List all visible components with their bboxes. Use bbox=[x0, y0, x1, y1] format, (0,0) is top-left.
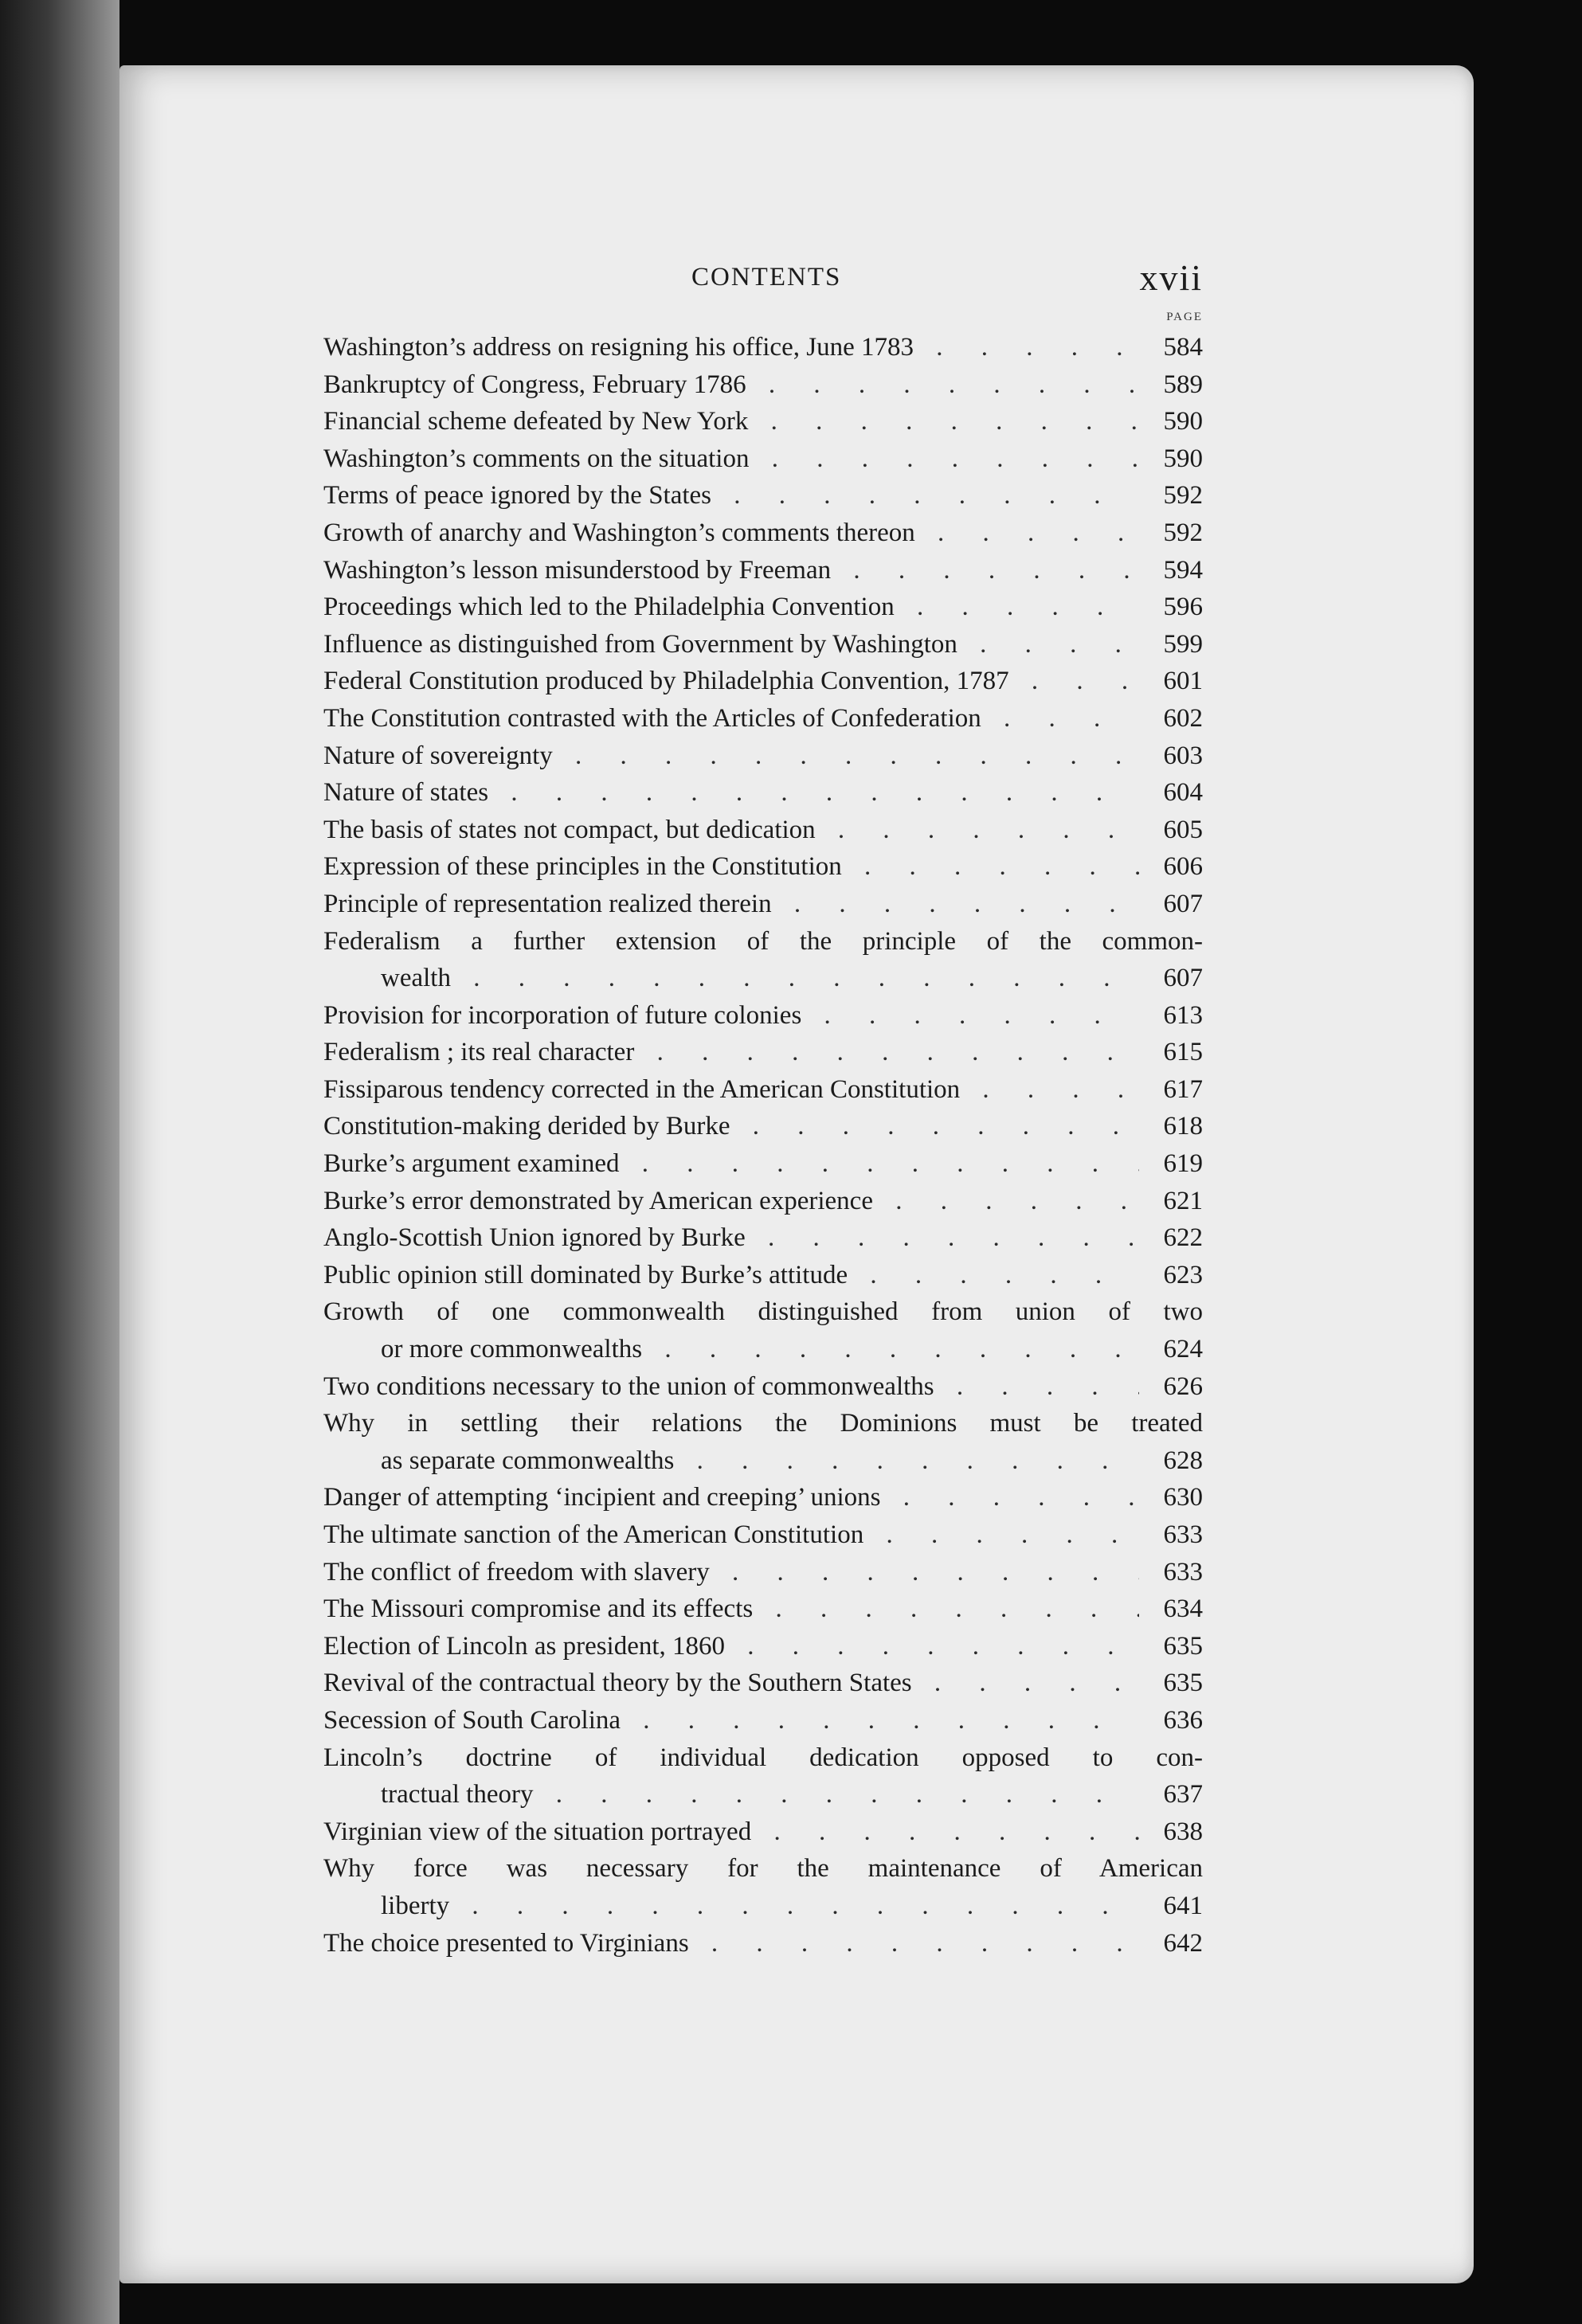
toc-entry-continuation-line bbox=[323, 1331, 1203, 1368]
toc-entry-page-number: 630 bbox=[1163, 1483, 1203, 1512]
toc-entry bbox=[323, 1293, 1203, 1367]
running-header bbox=[319, 257, 1203, 311]
toc-entry-page-number: 626 bbox=[1163, 1371, 1203, 1401]
toc-entry bbox=[323, 1590, 1203, 1628]
toc-entry-title-continuation: or more commonwealths . . . bbox=[381, 1331, 1139, 1368]
toc-entry-continuation-line bbox=[323, 1442, 1203, 1480]
toc-entry-title: Growth of anarchy and Washington’s comments thereon . . . bbox=[323, 514, 1139, 552]
toc-entry-title: Virginian view of the situation portrayed . . . bbox=[323, 1813, 1139, 1851]
toc-entry-title: Two conditions necessary to the union of commonwealths . . . bbox=[323, 1368, 1139, 1406]
toc-entry-continuation-line bbox=[323, 960, 1203, 997]
toc-entry bbox=[323, 1368, 1203, 1406]
toc-entry-title: Proceedings which led to the Philadelphia Convention . . . bbox=[323, 589, 1139, 626]
toc-entry-title: Federal Constitution produced by Philadelphia Convention, 1787 . . . bbox=[323, 663, 1139, 700]
toc-entry bbox=[323, 1034, 1203, 1071]
toc-entry-page-number: 590 bbox=[1163, 407, 1203, 436]
toc-entry-page-number: 584 bbox=[1163, 333, 1203, 362]
toc-entry-title: The basis of states not compact, but dedication . . . bbox=[323, 812, 1139, 849]
toc-entry-title-continuation: tractual theory . . . bbox=[381, 1776, 1139, 1813]
toc-entry bbox=[323, 1813, 1203, 1851]
toc-entry-page-number: 592 bbox=[1163, 481, 1203, 511]
toc-entry-title: Federalism ; its real character . . . bbox=[323, 1034, 1139, 1071]
toc-entry bbox=[323, 774, 1203, 812]
toc-entry bbox=[323, 1554, 1203, 1591]
toc-entry-title: Federalism a further extension of the principle of the common- bbox=[323, 926, 1203, 956]
toc-entry-title: Anglo-Scottish Union ignored by Burke . . . bbox=[323, 1219, 1139, 1257]
toc-entry-page-number: 604 bbox=[1163, 778, 1203, 808]
toc-entry-page-number: 589 bbox=[1163, 370, 1203, 399]
toc-entry-page-number: 602 bbox=[1163, 703, 1203, 733]
toc-entry-page-number: 634 bbox=[1163, 1594, 1203, 1624]
toc-entry bbox=[323, 589, 1203, 626]
toc-entry bbox=[323, 1183, 1203, 1220]
toc-entry-page-number: 621 bbox=[1163, 1186, 1203, 1215]
toc-entry-title: Burke’s argument examined . . . bbox=[323, 1145, 1139, 1183]
toc-entry bbox=[323, 1405, 1203, 1479]
toc-entry bbox=[323, 1925, 1203, 1962]
toc-entry-title: Expression of these principles in the Constitution . . . bbox=[323, 848, 1139, 886]
toc-entry bbox=[323, 1665, 1203, 1702]
toc-entry-page-number: 603 bbox=[1163, 741, 1203, 770]
toc-entry bbox=[323, 1516, 1203, 1554]
toc-entry-page-number: 606 bbox=[1163, 852, 1203, 882]
toc-entry bbox=[323, 1702, 1203, 1739]
toc-entry-page-number: 607 bbox=[1163, 889, 1203, 918]
toc-entry-title: Washington’s lesson misunderstood by Freeman . . . bbox=[323, 552, 1139, 589]
toc-entry-page-number: 594 bbox=[1163, 555, 1203, 585]
toc-entry bbox=[323, 477, 1203, 514]
toc-entry-page-number: 601 bbox=[1163, 667, 1203, 696]
toc-entry bbox=[323, 923, 1203, 997]
toc-entry-page-number: 605 bbox=[1163, 815, 1203, 844]
toc-entry-page-number: 623 bbox=[1163, 1260, 1203, 1289]
toc-entry-title: Election of Lincoln as president, 1860 . . . bbox=[323, 1628, 1139, 1665]
toc-entry bbox=[323, 1145, 1203, 1183]
toc-entry bbox=[323, 700, 1203, 737]
toc-entry-title: Lincoln’s doctrine of individual dedication opposed to con- bbox=[323, 1743, 1203, 1772]
toc-entry-page-number: 607 bbox=[1163, 964, 1203, 993]
toc-entry-page-number: 633 bbox=[1163, 1520, 1203, 1549]
toc-entry bbox=[323, 663, 1203, 700]
toc-entry bbox=[323, 1739, 1203, 1813]
toc-entry-title: Public opinion still dominated by Burke’s attitude . . . bbox=[323, 1257, 1139, 1294]
toc-entry-title-continuation: as separate commonwealths . . . bbox=[381, 1442, 1139, 1480]
toc-entry-title: Secession of South Carolina . . . bbox=[323, 1702, 1139, 1739]
toc-entry-title: Terms of peace ignored by the States . . . bbox=[323, 477, 1139, 514]
toc-entry-title-continuation: wealth . . . bbox=[381, 960, 1139, 997]
toc-entry-title: Constitution-making derided by Burke . . . bbox=[323, 1108, 1139, 1145]
toc-entry-title: The ultimate sanction of the American Constitution . . . bbox=[323, 1516, 1139, 1554]
toc-entry bbox=[323, 1850, 1203, 1924]
toc-entry-page-number: 592 bbox=[1163, 518, 1203, 547]
toc-entry-title: Growth of one commonwealth distinguished from union of two bbox=[323, 1297, 1203, 1327]
toc-entry bbox=[323, 552, 1203, 589]
toc-entry-title: Danger of attempting ‘incipient and creeping’ unions . . . bbox=[323, 1479, 1139, 1516]
toc-entry bbox=[323, 886, 1203, 923]
toc-entry-title: Financial scheme defeated by New York . . . bbox=[323, 403, 1139, 440]
toc-entry bbox=[323, 812, 1203, 849]
toc-entry-title: Nature of sovereignty . . . bbox=[323, 737, 1139, 775]
toc-entry bbox=[323, 1628, 1203, 1665]
toc-entry-continuation-line bbox=[323, 1888, 1203, 1925]
toc-entry-title: Burke’s error demonstrated by American experience . . . bbox=[323, 1183, 1139, 1220]
toc-entry-page-number: 622 bbox=[1163, 1223, 1203, 1253]
toc-entry-page-number: 636 bbox=[1163, 1705, 1203, 1735]
toc-entry-title: The choice presented to Virginians . . . bbox=[323, 1925, 1139, 1962]
toc-entry bbox=[323, 848, 1203, 886]
toc-entry-page-number: 635 bbox=[1163, 1669, 1203, 1698]
toc-entry-title: Fissiparous tendency corrected in the American Constitution . . . bbox=[323, 1071, 1139, 1109]
toc-entry bbox=[323, 1108, 1203, 1145]
toc-entry-title: Why in settling their relations the Dominions must be treated bbox=[323, 1409, 1203, 1438]
toc-entry-page-number: 613 bbox=[1163, 1000, 1203, 1030]
toc-entry-page-number: 618 bbox=[1163, 1112, 1203, 1141]
toc-entry bbox=[323, 997, 1203, 1035]
table-of-contents bbox=[323, 329, 1203, 1962]
toc-entry-title: Washington’s comments on the situation . . . bbox=[323, 440, 1139, 478]
toc-entry-title: Influence as distinguished from Government by Washington . . . bbox=[323, 626, 1139, 663]
toc-entry-page-number: 638 bbox=[1163, 1817, 1203, 1846]
toc-entry-page-number: 599 bbox=[1163, 629, 1203, 659]
toc-entry bbox=[323, 1479, 1203, 1516]
running-title: CONTENTS bbox=[691, 263, 842, 291]
toc-entry bbox=[323, 366, 1203, 404]
toc-entry-page-number: 619 bbox=[1163, 1149, 1203, 1179]
page-column-label: PAGE bbox=[1166, 311, 1203, 323]
toc-entry-title: The conflict of freedom with slavery . . . bbox=[323, 1554, 1139, 1591]
toc-entry bbox=[323, 1071, 1203, 1109]
toc-entry bbox=[323, 440, 1203, 478]
toc-entry-title: Principle of representation realized therein . . . bbox=[323, 886, 1139, 923]
toc-entry-page-number: 617 bbox=[1163, 1074, 1203, 1104]
toc-entry bbox=[323, 329, 1203, 366]
toc-entry-page-number: 615 bbox=[1163, 1038, 1203, 1067]
toc-entry-page-number: 633 bbox=[1163, 1557, 1203, 1587]
toc-entry-title: Nature of states . . . bbox=[323, 774, 1139, 812]
toc-entry-page-number: 628 bbox=[1163, 1446, 1203, 1475]
toc-entry bbox=[323, 1257, 1203, 1294]
toc-entry-page-number: 590 bbox=[1163, 444, 1203, 473]
toc-entry-page-number: 596 bbox=[1163, 593, 1203, 622]
toc-entry-title: Revival of the contractual theory by the Southern States . . . bbox=[323, 1665, 1139, 1702]
toc-entry-title: Provision for incorporation of future colonies . . . bbox=[323, 997, 1139, 1035]
toc-entry-page-number: 642 bbox=[1163, 1928, 1203, 1958]
toc-entry-continuation-line bbox=[323, 1776, 1203, 1813]
toc-entry bbox=[323, 626, 1203, 663]
toc-entry-page-number: 637 bbox=[1163, 1780, 1203, 1810]
page-folio: xvii bbox=[1139, 257, 1203, 298]
toc-entry bbox=[323, 403, 1203, 440]
toc-entry bbox=[323, 1219, 1203, 1257]
toc-entry-title: Washington’s address on resigning his office, June 1783 . . . bbox=[323, 329, 1139, 366]
toc-entry-title: Why force was necessary for the maintenance of American bbox=[323, 1854, 1203, 1884]
toc-entry-title: Bankruptcy of Congress, February 1786 . . . bbox=[323, 366, 1139, 404]
book-gutter bbox=[0, 0, 119, 2324]
toc-entry-title: The Constitution contrasted with the Articles of Confederation . . . bbox=[323, 700, 1139, 737]
toc-entry-page-number: 635 bbox=[1163, 1631, 1203, 1661]
toc-entry-page-number: 624 bbox=[1163, 1335, 1203, 1364]
toc-entry bbox=[323, 737, 1203, 775]
toc-entry-title: The Missouri compromise and its effects . . . bbox=[323, 1590, 1139, 1628]
toc-entry-page-number: 641 bbox=[1163, 1891, 1203, 1920]
toc-entry-title-continuation: liberty . . . bbox=[381, 1888, 1139, 1925]
toc-entry bbox=[323, 514, 1203, 552]
